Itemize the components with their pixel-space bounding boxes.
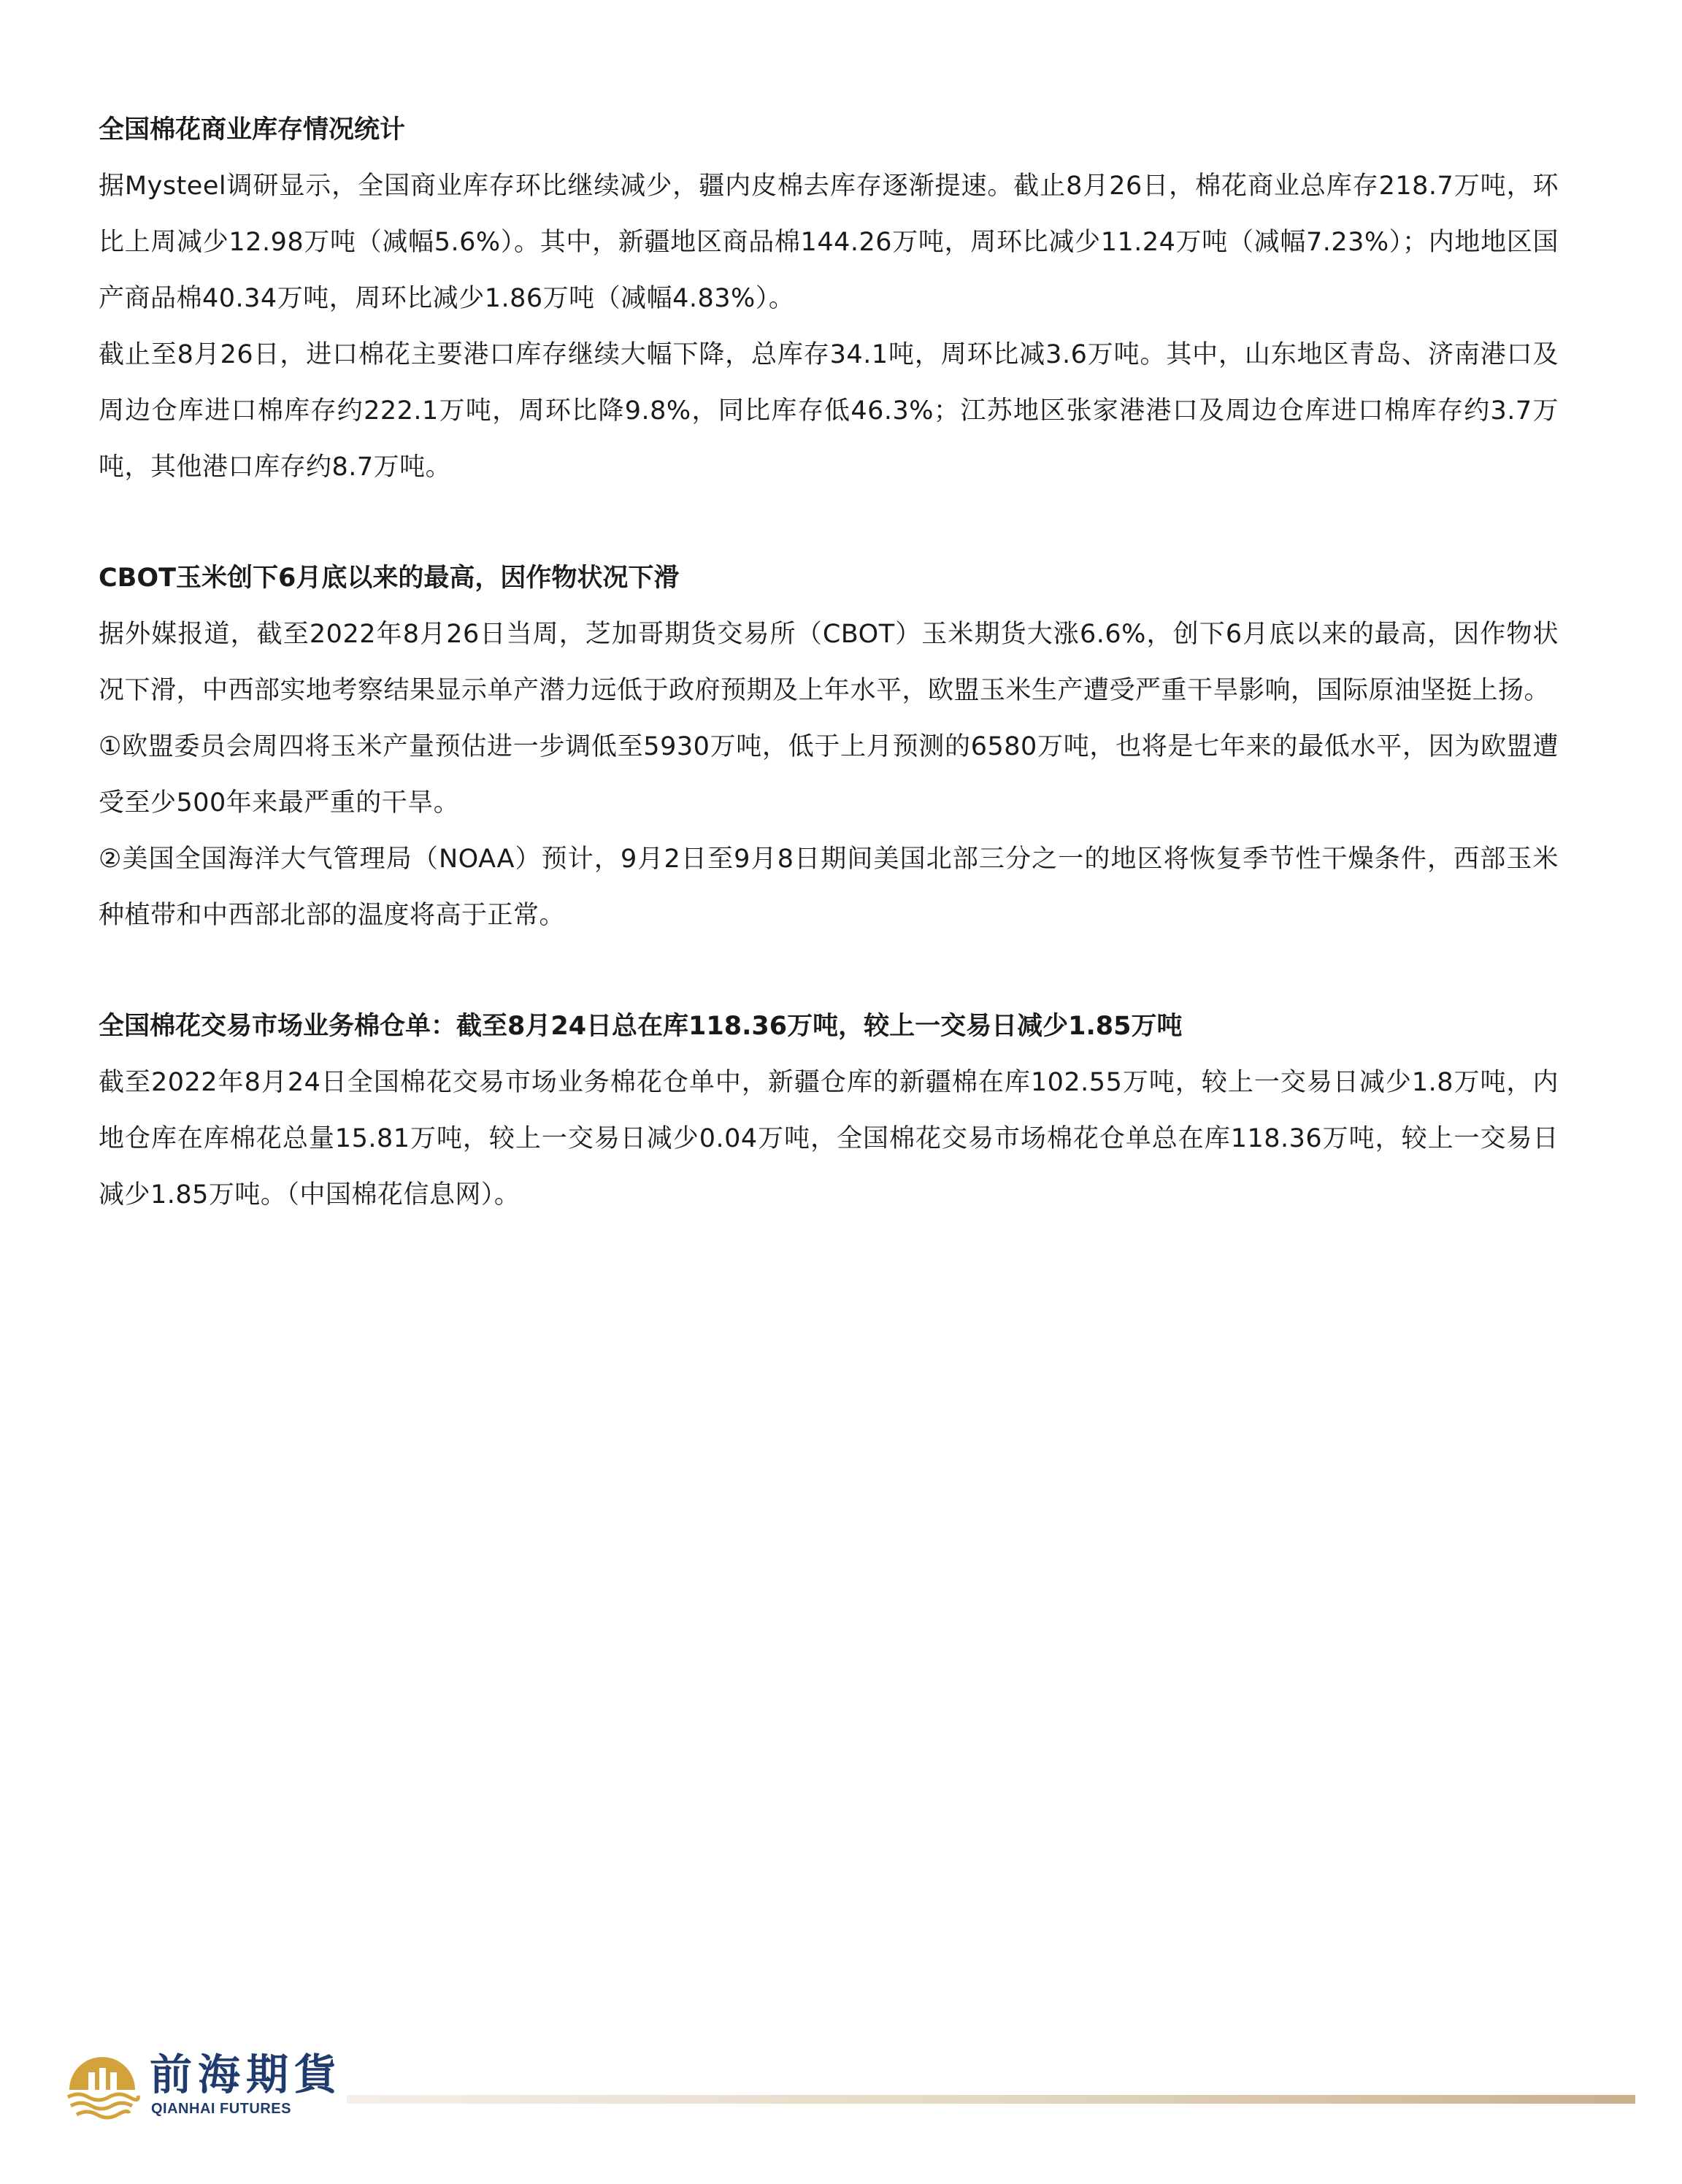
logo-english-name: QIANHAI FUTURES — [151, 2101, 291, 2117]
section-heading: CBOT玉米创下6月底以来的最高，因作物状况下滑 — [99, 564, 680, 593]
document-body — [99, 102, 1559, 1278]
section-cotton-warehouse-receipts — [99, 999, 1559, 1223]
section-heading: 全国棉花交易市场业务棉仓单：截至8月24日总在库118.36万吨，较上一交易日减少1.85万吨 — [99, 1012, 1183, 1041]
paragraph: ①欧盟委员会周四将玉米产量预估进一步调低至5930万吨，低于上月预测的6580万吨，也将是七年来的最低水平，因为欧盟遭受至少500年来最严重的干旱。 — [99, 732, 1559, 818]
paragraph: 截止至8月26日，进口棉花主要港口库存继续大幅下降，总库存34.1吨，周环比减3.6万吨。其中，山东地区青岛、济南港口及周边仓库进口棉库存约222.1万吨，周环比降9.8%，同比库存低46.3%；江苏地区张家港港口及周边仓库进口棉库存约3.7万吨，其他港口库存约8.7万吨。 — [99, 340, 1559, 482]
page-footer — [62, 2037, 1581, 2124]
paragraph: 据Mysteel调研显示，全国商业库存环比继续减少，疆内皮棉去库存逐渐提速。截止8月26日，棉花商业总库存218.7万吨，环比上周减少12.98万吨（减幅5.6%）。其中，新疆地区商品棉144.26万吨，周环比减少11.24万吨（减幅7.23%）；内地地区国产商品棉40.34万吨，周环比减少1.86万吨（减幅4.83%）。 — [99, 172, 1559, 313]
section-heading: 全国棉花商业库存情况统计 — [99, 115, 406, 145]
paragraph: 截至2022年8月24日全国棉花交易市场业务棉花仓单中，新疆仓库的新疆棉在库102.55万吨，较上一交易日减少1.8万吨，内地仓库在库棉花总量15.81万吨，较上一交易日减少0.04万吨，全国棉花交易市场棉花仓单总在库118.36万吨，较上一交易日减少1.85万吨。（中国棉花信息网）。 — [99, 1068, 1559, 1210]
section-cotton-commercial-inventory — [99, 102, 1559, 496]
section-cbot-corn — [99, 550, 1559, 944]
qianhai-logo-icon — [62, 2048, 142, 2120]
logo-chinese-name: 前海期貨 — [150, 2050, 343, 2099]
footer-decorative-bar — [347, 2095, 1635, 2104]
paragraph: 据外媒报道，截至2022年8月26日当周，芝加哥期货交易所（CBOT）玉米期货大涨6.6%，创下6月底以来的最高，因作物状况下滑，中西部实地考察结果显示单产潜力远低于政府预期及上年水平，欧盟玉米生产遭受严重干旱影响，国际原油坚挺上扬。 — [99, 620, 1559, 705]
paragraph: ②美国全国海洋大气管理局（NOAA）预计，9月2日至9月8日期间美国北部三分之一的地区将恢复季节性干燥条件，西部玉米种植带和中西部北部的温度将高于正常。 — [99, 845, 1559, 930]
